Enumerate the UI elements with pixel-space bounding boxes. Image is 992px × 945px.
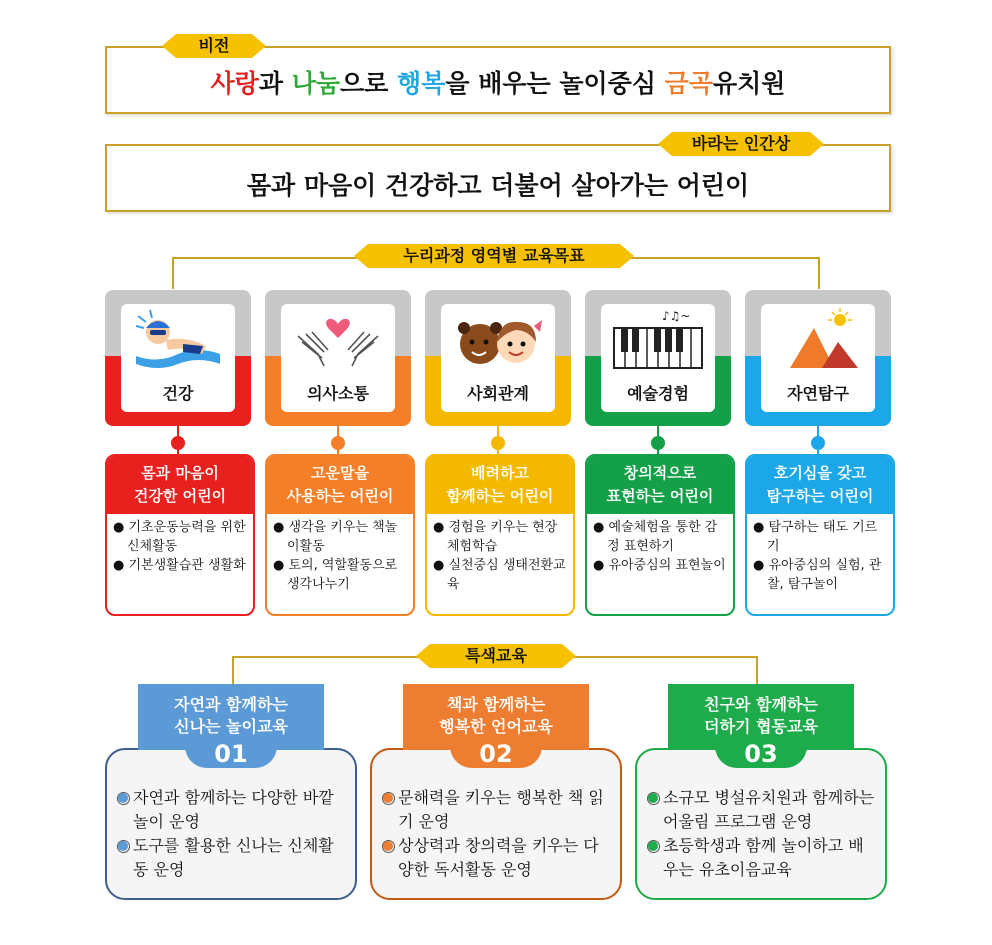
area-goal-3 <box>425 454 575 616</box>
goal-item: ● 실천중심 생태전환교육 <box>433 558 566 592</box>
area-goal-2 <box>265 454 415 616</box>
area-card-4 <box>585 290 731 426</box>
goal-items <box>753 518 889 594</box>
goal-item: ● 생각을 키우는 책놀이활동 <box>273 520 398 554</box>
goal-item: ● 탐구하는 태도 기르기 <box>753 520 878 554</box>
bullet-dot <box>118 841 128 851</box>
svg-text:♪♫~: ♪♫~ <box>662 309 691 323</box>
area-connector-dot <box>491 436 505 450</box>
goal-title: 고운말을 사용하는 어린이 <box>267 456 413 514</box>
vision-tag: 비전 <box>176 34 252 58</box>
goal-title: 배려하고 함께하는 어린이 <box>427 456 573 514</box>
vision-word: 나눔 <box>291 69 341 98</box>
goal-title: 몸과 마음이 건강한 어린이 <box>107 456 253 514</box>
program-item: 자연과 함께하는 다양한 바깥놀이 운영 <box>117 786 349 834</box>
vision-word: 유치원 <box>712 69 786 98</box>
bullet-dot <box>118 793 128 803</box>
special-connector-right <box>756 656 758 684</box>
area-label: 자연탐구 <box>787 384 849 403</box>
goal-item: ● 경험을 키우는 현장체험학습 <box>433 520 558 554</box>
area-card-panel <box>281 304 395 412</box>
mountain-sun-icon <box>761 306 875 378</box>
vision-statement <box>107 64 889 100</box>
goal-items <box>113 518 249 575</box>
nuri-connector-right <box>818 257 820 289</box>
goal-item: ● 예술체험을 통한 감정 표현하기 <box>593 520 718 554</box>
area-connector-dot <box>811 436 825 450</box>
program-items <box>117 786 349 882</box>
program-items <box>382 786 614 882</box>
program-item: 소규모 병설유치원과 함께하는 어울림 프로그램 운영 <box>647 786 879 834</box>
area-card-1 <box>105 290 251 426</box>
goal-items <box>593 518 729 575</box>
area-card-2 <box>265 290 411 426</box>
vision-word: 으로 <box>340 69 398 98</box>
goal-title: 호기심을 갖고 탐구하는 어린이 <box>747 456 893 514</box>
area-label: 의사소통 <box>307 384 369 403</box>
area-card-panel <box>441 304 555 412</box>
bullet-dot <box>648 793 658 803</box>
ideal-tag: 바라는 인간상 <box>672 132 810 156</box>
program-number: 02 <box>479 740 513 768</box>
area-card-panel <box>601 304 715 412</box>
vision-word: 을 배우는 놀이중심 <box>445 69 665 98</box>
area-connector-dot <box>651 436 665 450</box>
goal-items <box>433 518 569 594</box>
area-label: 예술경험 <box>627 384 689 403</box>
swimmer-icon <box>121 306 235 378</box>
goal-items <box>273 518 409 594</box>
goal-title: 창의적으로 표현하는 어린이 <box>587 456 733 514</box>
area-goal-1 <box>105 454 255 616</box>
goal-item: ● 기본생활습관 생활화 <box>113 558 246 573</box>
area-goal-4 <box>585 454 735 616</box>
bullet-dot <box>383 793 393 803</box>
area-connector-dot <box>171 436 185 450</box>
vision-word: 사랑 <box>210 69 259 98</box>
piano-keys-icon <box>601 306 715 378</box>
special-tag: 특색교육 <box>430 644 562 668</box>
program-number: 03 <box>744 740 778 768</box>
area-goal-5 <box>745 454 895 616</box>
area-card-panel <box>761 304 875 412</box>
area-label: 건강 <box>162 384 194 403</box>
area-connector-dot <box>331 436 345 450</box>
goal-item: ● 유아중심의 실험, 관찰, 탐구놀이 <box>753 558 882 592</box>
goal-item: ● 토의, 역할활동으로 생각나누기 <box>273 558 398 592</box>
special-connector-left <box>232 656 234 684</box>
vision-word: 금곡 <box>664 69 713 98</box>
vision-word: 행복 <box>397 69 446 98</box>
area-card-5 <box>745 290 891 426</box>
program-item: 초등학생과 함께 놀이하고 배우는 유초이음교육 <box>647 834 879 882</box>
program-title: 친구와 함께하는 더하기 협동교육 <box>668 684 854 750</box>
program-number: 01 <box>214 740 248 768</box>
area-card-3 <box>425 290 571 426</box>
program-items <box>647 786 879 882</box>
vision-word: 과 <box>258 69 292 98</box>
area-card-panel <box>121 304 235 412</box>
program-item: 도구를 활용한 신나는 신체활동 운영 <box>117 834 349 882</box>
area-label: 사회관계 <box>467 384 529 403</box>
bullet-dot <box>648 841 658 851</box>
ideal-statement: 몸과 마음이 건강하고 더불어 살아가는 어린이 <box>246 171 750 200</box>
nuri-tag: 누리과정 영역별 교육목표 <box>368 244 620 268</box>
program-title: 책과 함께하는 행복한 언어교육 <box>403 684 589 750</box>
children-faces-icon <box>441 306 555 378</box>
goal-item: ● 유아중심의 표현놀이 <box>593 558 726 573</box>
nuri-connector-left <box>172 257 174 289</box>
bullet-dot <box>383 841 393 851</box>
program-item: 상상력과 창의력을 키우는 다양한 독서활동 운영 <box>382 834 614 882</box>
program-title: 자연과 함께하는 신나는 놀이교육 <box>138 684 324 750</box>
hands-heart-icon <box>281 306 395 378</box>
goal-item: ● 기초운동능력을 위한 신체활동 <box>113 520 246 554</box>
program-item: 문해력을 키우는 행복한 책 읽기 운영 <box>382 786 614 834</box>
